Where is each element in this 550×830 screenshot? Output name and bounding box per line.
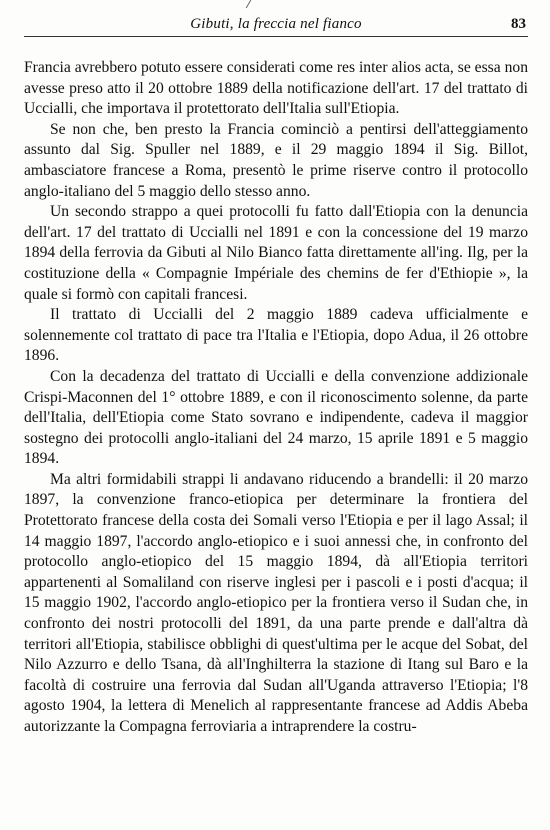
pencil-mark (246, 0, 260, 8)
paragraph-second-breach: Un secondo strappo a quei protocolli fu fatto dall'Etiopia con la denuncia dell'art. 17 del trattato di Uccialli nel 1891 e con la concessione del 19 marzo 1894 della ferrovia da Gibuti al Nilo Bianco fatta direttamente all'ing. Ilg, per la costituzione della « Compagnie Impériale des chemins de fer d'Ethiopie », la quale si formò con capitali francesi. (24, 203, 528, 303)
paragraph-continuation: Francia avrebbero potuto essere considerati come res inter alios acta, se essa non avesse preso atto il 20 ottobre 1889 della notificazione dell'art. 17 del trattato di Uccialli, che importava il protettorato dell'Italia sull'Etiopia. (24, 59, 528, 118)
body-text (24, 58, 528, 738)
paragraph-uccialli-treaty-end: Il trattato di Uccialli del 2 maggio 1889 cadeva ufficialmente e solennemente col trattato di pace tra l'Italia e l'Etiopia, dopo Adua, il 26 ottobre 1896. (24, 306, 528, 365)
page-number: 83 (511, 16, 526, 32)
paragraph-french-reservations: Se non che, ben presto la Francia cominciò a pentirsi dell'atteggiamento assunto dal Sig. Spuller nel 1889, e il 29 maggio 1894 il Sig. Billot, ambasciatore francese a Roma, presentò le prime riserve contro il protocollo anglo-italiano del 5 maggio dello stesso anno. (24, 120, 528, 200)
running-title: Gibuti, la freccia nel fianco (190, 16, 362, 32)
paragraph-other-breaches: Ma altri formidabili strappi li andavano riducendo a brandelli: il 20 marzo 1897, la convenzione franco-etiopica per determinare la frontiera del Protettorato francese della costa dei Somali verso l'Etiopia e per il lago Assal; il 14 maggio 1897, l'accordo anglo-etiopico e i suoi annessi che, in confronto del protocollo anglo-etiopico del 15 maggio 1894, dà all'Etiopia territori appartenenti al Somaliland con riserve inglesi per i pascoli e i posti d'acqua; il 15 maggio 1902, l'accordo anglo-etiopico per la frontiera verso il Sudan che, in confronto dei nostri protocolli del 1891, da una parte prende e dall'altra dà territori all'Etiopia, stabilisce obblighi di quest'ultima per le acque del Sobat, del Nilo Azzurro e dello Tsana, dà all'Inghilterra la stazione di Itang sul Baro e la facoltà di costruire una ferrovia dal Sudan all'Uganda attraverso l'Etiopia; l'8 agosto 1904, la lettera di Menelich al rappresentante francese ad Addis Abeba autorizzante la Compagna ferroviaria a intraprendere la costru- (24, 470, 528, 735)
running-header (24, 14, 528, 37)
paragraph-protocols-decline: Con la decadenza del trattato di Uccialli e della convenzione addizionale Crispi-Maconnen del 1° ottobre 1889, e con il riconoscimento solenne, da parte dell'Italia, dell'Etiopia come Stato sovrano e indipendente, cadeva il maggior sostegno dei protocolli anglo-italiani del 24 marzo, 15 aprile 1891 e 5 maggio 1894. (24, 367, 528, 468)
